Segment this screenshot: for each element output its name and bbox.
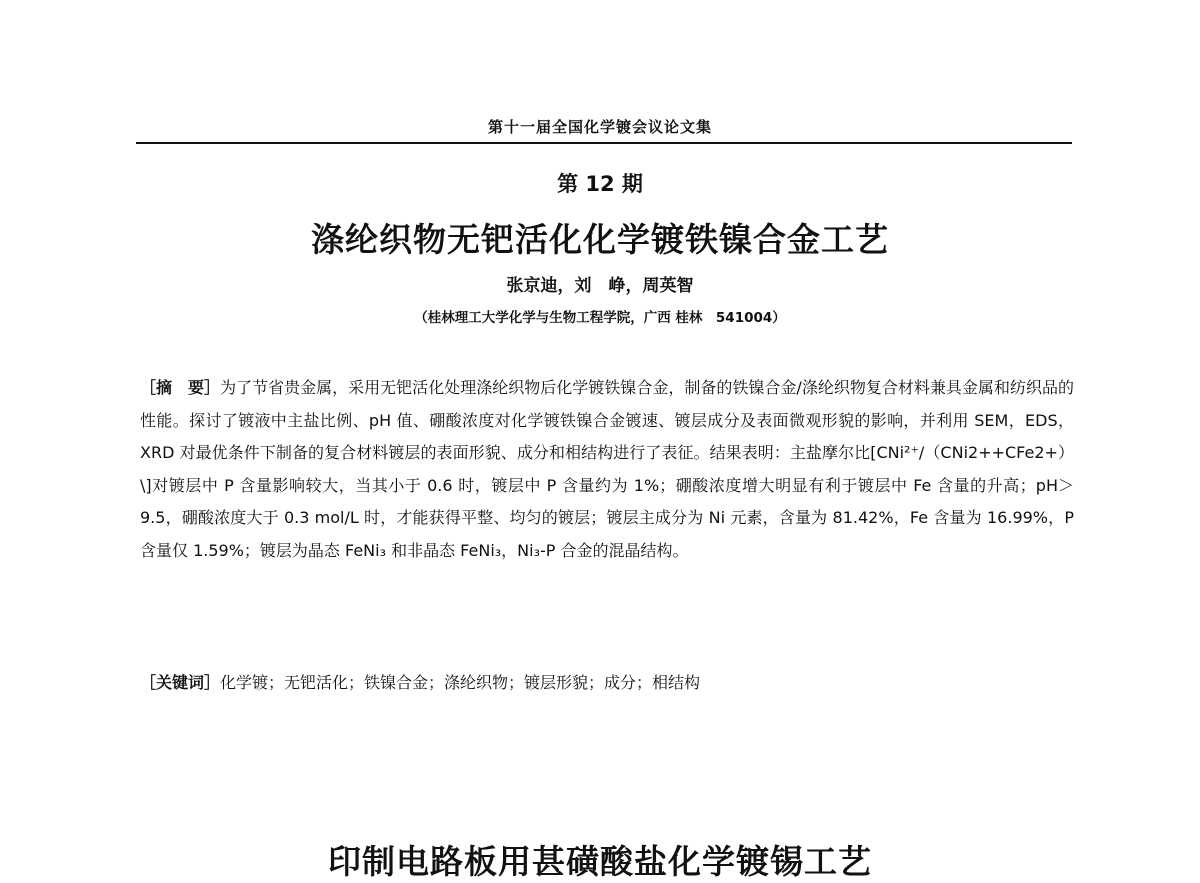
header-rule xyxy=(136,142,1072,144)
paper-authors: 张京迪，刘 峥，周英智 xyxy=(506,276,694,296)
abstract-text: 为了节省贵金属，采用无钯活化处理涤纶织物后化学镀铁镍合金，制备的铁镍合金/涤纶织物复合材料兼具金属和纺织品的性能。探讨了镀液中主盐比例、pH 值、硼酸浓度对化学镀铁镍合金镀速、镀层成分及表面微观形貌的影响，并利用 SEM，EDS，XRD 对最优条件下制备的复合材料镀层的表面形貌、成分和相结构进行了表征。结果表明：主盐摩尔比[CNi²⁺/（CNi2++CFe2+）\]对镀层中 P 含量影响较大，当其小于 0.6 时，镀层中 P 含量约为 1%；硼酸浓度增大明显有利于镀层中 Fe 含量的升高；pH＞9.5，硼酸浓度大于 0.3 mol/L 时，才能获得平整、均匀的镀层；镀层主成分为 Ni 元素，含量为 81.42%，Fe 含量为 16.99%，P 含量仅 1.59%；镀层为晶态 FeNi₃ 和非晶态 FeNi₃，Ni₃-P 合金的混晶结构。 xyxy=(140,378,1074,560)
paper-title: 涤纶织物无钯活化化学镀铁镍合金工艺 xyxy=(311,220,889,259)
keywords-line xyxy=(140,667,1074,699)
keywords-text: 化学镀；无钯活化；铁镍合金；涤纶织物；镀层形貌；成分；相结构 xyxy=(220,673,701,692)
running-header: 第十一届全国化学镀会议论文集 xyxy=(487,118,712,136)
abstract-paragraph xyxy=(140,372,1074,568)
issue-number: 第 12 期 xyxy=(557,172,643,196)
abstract-label: ［摘 要］ xyxy=(140,378,221,397)
next-paper-title: 印制电路板用甚磺酸盐化学镀锡工艺 xyxy=(328,842,872,881)
paper-affiliation: （桂林理工大学化学与生物工程学院，广西 桂林 541004） xyxy=(414,310,786,326)
keywords-label: ［关键词］ xyxy=(140,673,221,692)
